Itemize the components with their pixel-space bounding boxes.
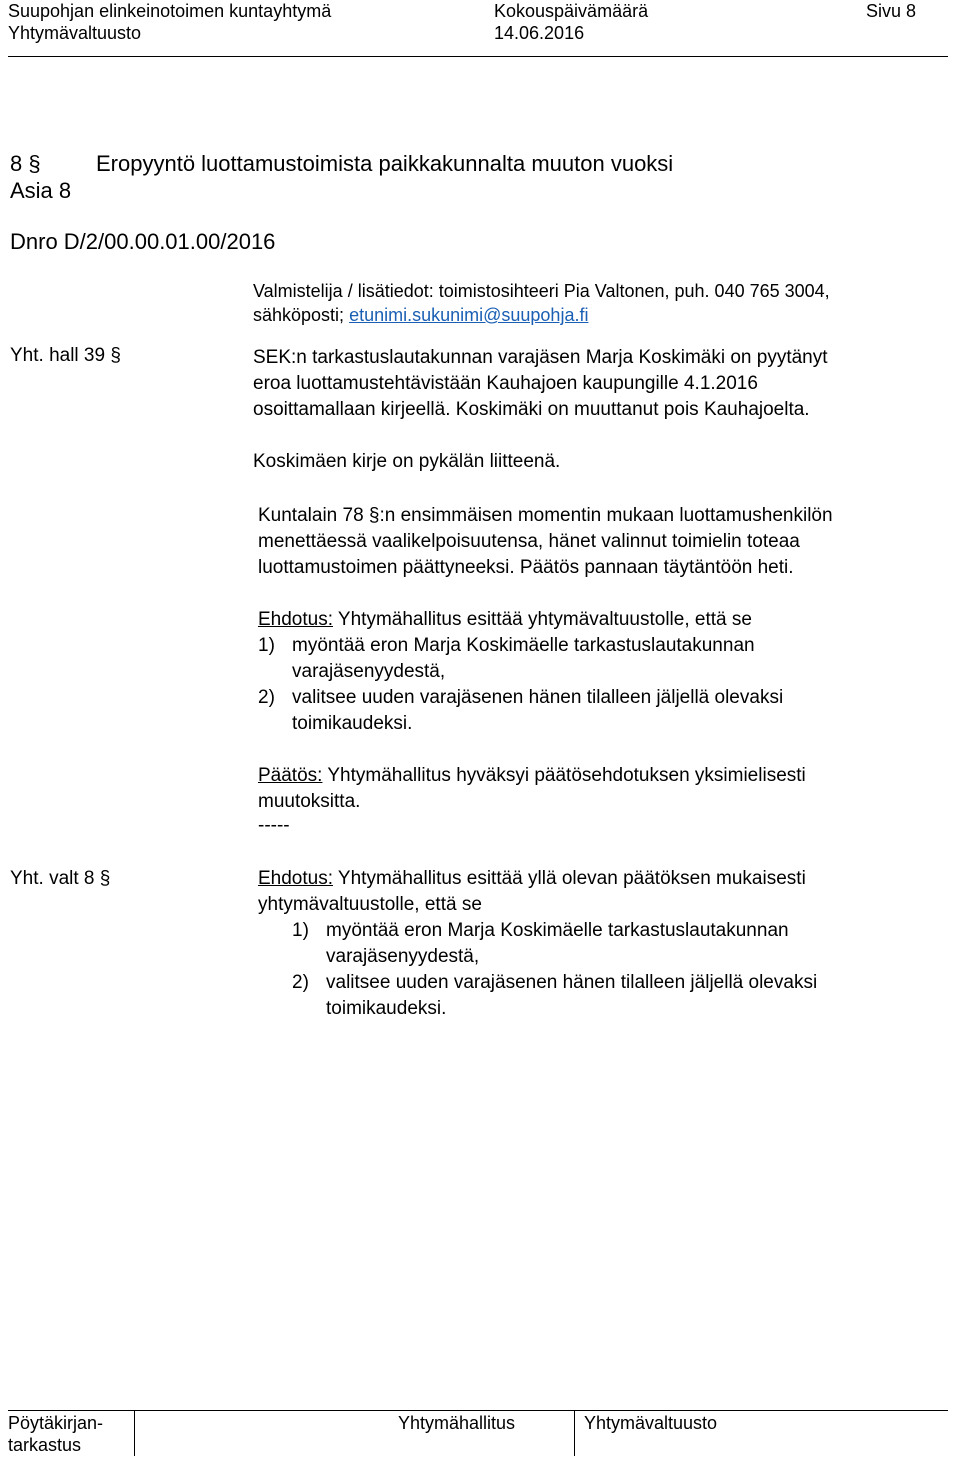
header-date-label: Kokouspäivämäärä (494, 1, 649, 21)
valt-proposal-text: Yhtymähallitus esittää yllä olevan päätöksen mukaisesti (333, 868, 806, 889)
hall-proposal (258, 607, 752, 633)
hall-p3-line2: menettäessä vaalikelpoisuutensa, hänet valinnut toimielin toteaa (258, 531, 800, 552)
footer-divider-1 (134, 1410, 135, 1456)
header-page: Sivu 8 (866, 1, 917, 21)
valt-item2-b: toimikaudeksi. (326, 998, 447, 1019)
hall-p1-line2: eroa luottamustehtävistään Kauhajoen kaupungille 4.1.2016 (253, 373, 758, 394)
footer-col2: Yhtymähallitus (398, 1413, 516, 1433)
hall-decision (258, 763, 806, 789)
valt-item2-num: 2) (292, 972, 309, 993)
section-asia: Asia 8 (10, 178, 72, 203)
hall-item2-num: 2) (258, 687, 275, 708)
valt-item1-b: varajäsenyydestä, (326, 946, 480, 967)
header-org: Suupohjan elinkeinotoimen kuntayhtymä (8, 1, 332, 21)
footer-col1-a: Pöytäkirjan- (8, 1413, 104, 1433)
hall-p3-line1: Kuntalain 78 §:n ensimmäisen momentin mukaan luottamushenkilön (258, 505, 833, 526)
hall-item1-b: varajäsenyydestä, (292, 661, 446, 682)
valt-proposal-label: Ehdotus: (258, 868, 333, 889)
footer-rule (8, 1410, 948, 1411)
hall-proposal-text: Yhtymähallitus esittää yhtymävaltuustolle, että se (333, 609, 752, 630)
preparer-line: Valmistelija / lisätiedot: toimistosihteeri Pia Valtonen, puh. 040 765 3004, (253, 281, 830, 301)
hall-dashes: ----- (258, 815, 290, 836)
hall-item1-a: myöntää eron Marja Koskimäelle tarkastuslautakunnan (292, 635, 755, 656)
valt-item1-a: myöntää eron Marja Koskimäelle tarkastuslautakunnan (326, 920, 789, 941)
hall-label: Yht. hall 39 § (10, 345, 121, 366)
valt-proposal (258, 866, 806, 892)
hall-p2: Koskimäen kirje on pykälän liitteenä. (253, 451, 561, 472)
valt-item2-a: valitsee uuden varajäsenen hänen tilalleen jäljellä olevaksi (326, 972, 818, 993)
footer-col3: Yhtymävaltuusto (584, 1413, 718, 1433)
hall-proposal-label: Ehdotus: (258, 609, 333, 630)
email-link[interactable]: etunimi.sukunimi@suupohja.fi (349, 305, 589, 325)
section-number: 8 § (10, 151, 41, 176)
section-dnro: Dnro D/2/00.00.01.00/2016 (10, 229, 276, 254)
hall-decision-text: Yhtymähallitus hyväksyi päätösehdotuksen yksimielisesti (322, 765, 806, 786)
preparer-email-line (253, 303, 588, 327)
footer-divider-2 (574, 1410, 575, 1456)
hall-p1-line1: SEK:n tarkastuslautakunnan varajäsen Marja Koskimäki on pyytänyt (253, 347, 828, 368)
valt-label: Yht. valt 8 § (10, 868, 111, 889)
email-prefix: sähköposti; (253, 305, 350, 325)
footer-col1-b: tarkastus (8, 1435, 82, 1455)
hall-decision-b: muutoksitta. (258, 791, 361, 812)
hall-p1-line3: osoittamallaan kirjeellä. Koskimäki on muuttanut pois Kauhajoelta. (253, 399, 810, 420)
hall-item2-b: toimikaudeksi. (292, 713, 413, 734)
section-title: Eropyyntö luottamustoimista paikkakunnalta muuton vuoksi (96, 151, 674, 176)
hall-item1-num: 1) (258, 635, 275, 656)
header-body: Yhtymävaltuusto (8, 23, 142, 43)
hall-decision-label: Päätös: (258, 765, 323, 786)
hall-item2-a: valitsee uuden varajäsenen hänen tilalleen jäljellä olevaksi (292, 687, 784, 708)
header-date-value: 14.06.2016 (494, 23, 585, 43)
header-rule (8, 56, 948, 57)
valt-item1-num: 1) (292, 920, 309, 941)
hall-p3-line3: luottamustoimen päättyneeksi. Päätös pannaan täytäntöön heti. (258, 557, 794, 578)
valt-proposal-b: yhtymävaltuustolle, että se (258, 894, 482, 915)
